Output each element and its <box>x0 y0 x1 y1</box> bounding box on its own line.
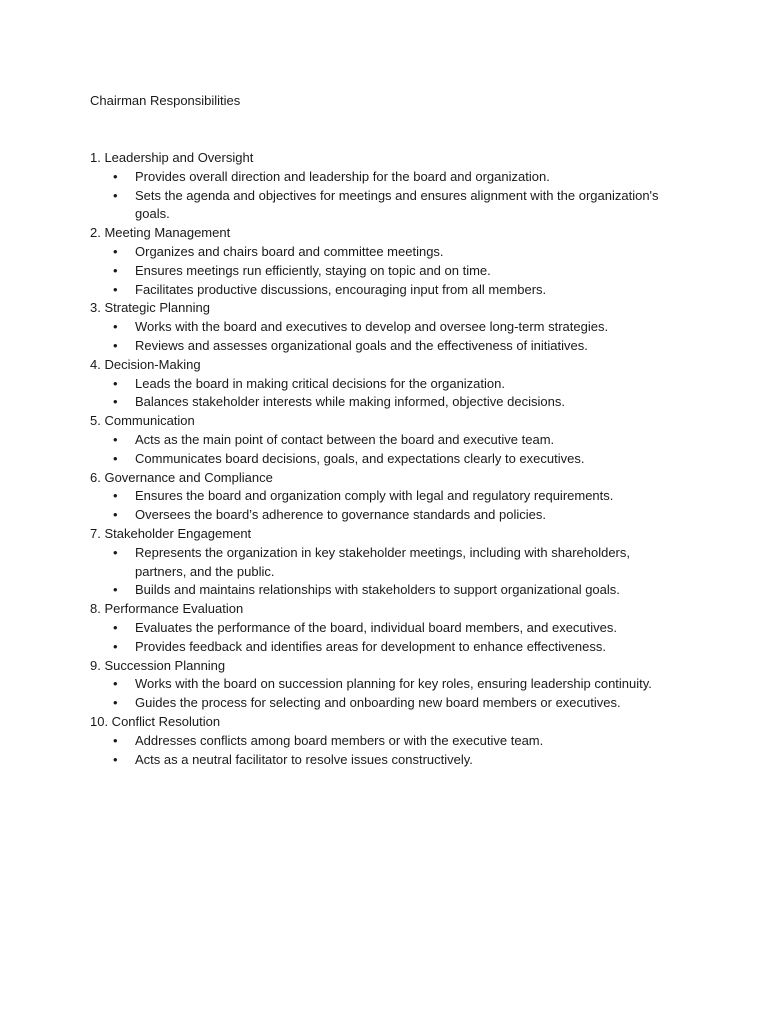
bullet-text: Guides the process for selecting and onboarding new board members or executives. <box>135 695 621 711</box>
bullet-item <box>90 187 680 225</box>
bullet-text: Represents the organization in key stakeholder meetings, including with shareholders, partners, and the public. <box>135 544 631 579</box>
bullet-text: Acts as the main point of contact between the board and executive team. <box>135 431 555 447</box>
bullet-item <box>90 375 680 394</box>
section-heading: 3. Strategic Planning <box>90 300 210 316</box>
section-heading: 4. Decision-Making <box>90 356 201 372</box>
bullet-text: Sets the agenda and objectives for meetings and ensures alignment with the organization's goals. <box>135 187 659 222</box>
section-heading: 8. Performance Evaluation <box>90 601 244 617</box>
bullet-item <box>90 487 680 506</box>
section <box>90 657 678 713</box>
bullet-text: Acts as a neutral facilitator to resolve issues constructively. <box>135 751 473 767</box>
bullet-text: Provides overall direction and leadership for the board and organization. <box>135 168 550 184</box>
document-title: Chairman Responsibilities <box>90 93 241 108</box>
bullet-text: Builds and maintains relationships with stakeholders to support organizational goals. <box>135 582 620 598</box>
bullet-icon: • <box>113 751 118 767</box>
bullet-item <box>90 393 680 412</box>
bullet-text: Balances stakeholder interests while making informed, objective decisions. <box>135 394 565 410</box>
bullet-text: Communicates board decisions, goals, and expectations clearly to executives. <box>135 450 585 466</box>
section-heading: 6. Governance and Compliance <box>90 469 273 485</box>
bullet-icon: • <box>113 243 118 259</box>
bullet-list <box>90 732 678 770</box>
bullet-list <box>90 431 678 469</box>
bullet-list <box>90 619 678 657</box>
bullet-text: Ensures the board and organization comply with legal and regulatory requirements. <box>135 488 614 504</box>
bullet-item <box>90 638 680 657</box>
bullet-icon: • <box>113 695 118 711</box>
bullet-text: Evaluates the performance of the board, individual board members, and executives. <box>135 619 617 635</box>
bullet-icon: • <box>113 676 118 692</box>
bullet-item <box>90 544 680 582</box>
bullet-text: Ensures meetings run efficiently, staying on topic and on time. <box>135 262 491 278</box>
bullet-list <box>90 544 678 600</box>
bullet-icon: • <box>113 732 118 748</box>
section <box>90 713 678 769</box>
section <box>90 600 678 656</box>
bullet-item <box>90 168 680 187</box>
bullet-icon: • <box>113 507 118 523</box>
bullet-item <box>90 751 680 770</box>
bullet-item <box>90 337 680 356</box>
bullet-text: Organizes and chairs board and committee meetings. <box>135 243 444 259</box>
bullet-icon: • <box>113 582 118 598</box>
bullet-item <box>90 581 680 600</box>
bullet-text: Reviews and assesses organizational goals and the effectiveness of initiatives. <box>135 337 588 353</box>
bullet-item <box>90 243 680 262</box>
section-heading: 5. Communication <box>90 413 195 429</box>
section <box>90 356 678 412</box>
section-heading: 7. Stakeholder Engagement <box>90 525 252 541</box>
bullet-icon: • <box>113 619 118 635</box>
section-heading: 2. Meeting Management <box>90 225 231 241</box>
bullet-icon: • <box>113 337 118 353</box>
bullet-text: Provides feedback and identifies areas for development to enhance effectiveness. <box>135 638 606 654</box>
bullet-text: Facilitates productive discussions, encouraging input from all members. <box>135 281 547 297</box>
bullet-list <box>90 675 678 713</box>
bullet-list <box>90 168 678 224</box>
section <box>90 525 678 600</box>
bullet-text: Works with the board and executives to develop and oversee long-term strategies. <box>135 319 609 335</box>
bullet-list <box>90 487 678 525</box>
bullet-item <box>90 450 680 469</box>
section <box>90 412 678 468</box>
bullet-item <box>90 732 680 751</box>
bullet-item <box>90 675 680 694</box>
bullet-icon: • <box>113 431 118 447</box>
bullet-item <box>90 281 680 300</box>
section-heading: 10. Conflict Resolution <box>90 713 221 729</box>
bullet-item <box>90 506 680 525</box>
bullet-icon: • <box>113 262 118 278</box>
bullet-item <box>90 619 680 638</box>
bullet-icon: • <box>113 544 118 560</box>
section <box>90 469 678 525</box>
bullet-icon: • <box>113 187 118 203</box>
bullet-item <box>90 262 680 281</box>
bullet-icon: • <box>113 168 118 184</box>
bullet-icon: • <box>113 450 118 466</box>
bullet-icon: • <box>113 488 118 504</box>
section <box>90 149 678 224</box>
bullet-text: Works with the board on succession planning for key roles, ensuring leadership continuity. <box>135 676 652 692</box>
bullet-item <box>90 318 680 337</box>
bullet-list <box>90 318 678 356</box>
section-heading: 9. Succession Planning <box>90 657 226 673</box>
bullet-list <box>90 375 678 413</box>
bullet-text: Leads the board in making critical decisions for the organization. <box>135 375 505 391</box>
section-heading: 1. Leadership and Oversight <box>90 150 254 165</box>
bullet-icon: • <box>113 375 118 391</box>
bullet-icon: • <box>113 638 118 654</box>
bullet-item <box>90 694 680 713</box>
section <box>90 299 678 355</box>
bullet-icon: • <box>113 394 118 410</box>
bullet-icon: • <box>113 319 118 335</box>
section-list <box>90 149 678 769</box>
bullet-text: Oversees the board’s adherence to governance standards and policies. <box>135 507 546 523</box>
bullet-list <box>90 243 678 299</box>
bullet-text: Addresses conflicts among board members or with the executive team. <box>135 732 544 748</box>
bullet-item <box>90 431 680 450</box>
section <box>90 224 678 299</box>
bullet-icon: • <box>113 281 118 297</box>
